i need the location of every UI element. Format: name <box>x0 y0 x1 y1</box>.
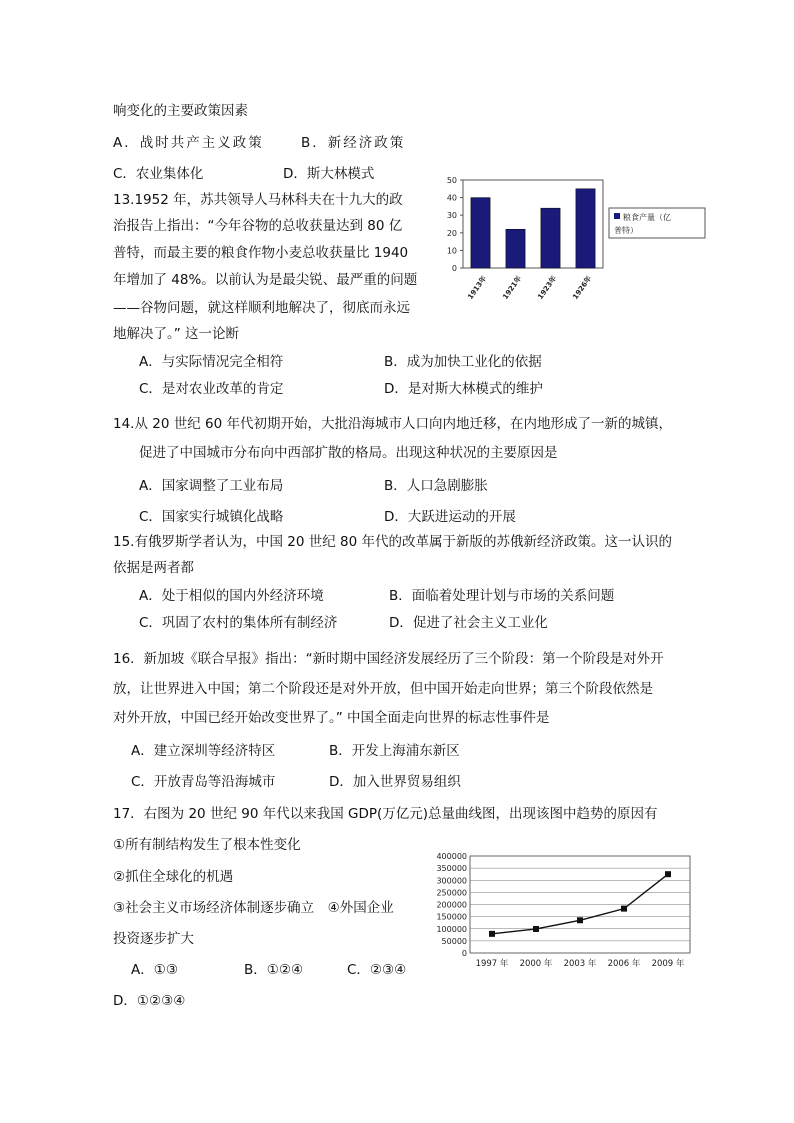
q12-stem-tail: 响变化的主要政策因素 <box>113 103 248 119</box>
q13-option-d: D．是对斯大林模式的维护 <box>384 381 543 397</box>
grain-bar-chart <box>425 172 715 322</box>
gdp-line-chart-svg <box>425 848 700 973</box>
q17-item-2: ②抓住全球化的机遇 <box>113 869 234 885</box>
line-point <box>489 931 495 937</box>
line-y-tick-label: 400000 <box>436 852 467 861</box>
bar-y-tick-label: 20 <box>446 228 457 238</box>
q17-option-c: C．②③④ <box>347 962 407 978</box>
bar-y-tick-label: 50 <box>446 176 457 185</box>
q15-line-2: 依据是两者都 <box>113 560 194 576</box>
line-y-tick-label: 250000 <box>436 888 467 898</box>
line-point <box>577 917 583 923</box>
bar-y-tick-label: 10 <box>446 246 457 256</box>
q13-option-c: C．是对农业改革的肯定 <box>139 381 284 397</box>
q13-option-b: B．成为加快工业化的依据 <box>384 354 542 370</box>
q16-line-1: 16．新加坡《联合早报》指出：“新时期中国经济发展经历了三个阶段：第一个阶段是对外开 <box>113 651 664 667</box>
q14-line-1: 14.从 20 世纪 60 年代初期开始，大批沿海城市人口向内地迁移，在内地形成了一新的城镇， <box>113 416 672 432</box>
q17-item-4-cont: 投资逐步扩大 <box>113 931 194 947</box>
q14-option-d: D．大跃进运动的开展 <box>384 509 516 525</box>
line-y-tick-label: 150000 <box>436 912 467 922</box>
line-point <box>665 871 671 877</box>
q14-option-c: C．国家实行城镇化战略 <box>139 509 284 525</box>
q12-option-d: D．斯大林模式 <box>283 166 375 182</box>
bar-y-tick-label: 30 <box>446 211 457 221</box>
q14-line-2: 促进了中国城市分布向中西部扩散的格局。出现这种状况的主要原因是 <box>139 445 558 461</box>
line-y-tick-label: 350000 <box>436 864 467 874</box>
q14-option-b: B．人口急剧膨胀 <box>384 478 488 494</box>
bar-mark <box>576 189 595 268</box>
line-x-tick-label: 2000 年 <box>519 959 553 969</box>
q17-option-d: D．①②③④ <box>113 993 186 1009</box>
bar-x-tick-label: 1921年 <box>501 274 524 301</box>
q16-line-2: 放，让世界进入中国；第二个阶段还是对外开放，但中国开始走向世界；第三个阶段依然是 <box>113 681 653 697</box>
line-x-tick-label: 2006 年 <box>607 959 641 969</box>
line-y-tick-label: 50000 <box>441 936 467 946</box>
line-y-tick-label: 100000 <box>436 924 467 934</box>
bar-x-tick-label: 1923年 <box>536 274 559 301</box>
q13-line-5: ——谷物问题，就这样顺利地解决了，彻底而永远 <box>113 300 410 316</box>
q15-line-1: 15.有俄罗斯学者认为，中国 20 世纪 80 年代的改革属于新版的苏俄新经济政策。这一认识的 <box>113 534 672 550</box>
q13-line-2: 治报告上指出：“今年谷物的总收获量达到 80 亿 <box>113 218 403 234</box>
q17-item-3-4: ③社会主义市场经济体制逐步确立 ④外国企业 <box>113 900 394 916</box>
q15-option-a: A．处于相似的国内外经济环境 <box>139 588 324 604</box>
q16-line-3: 对外开放，中国已经开始改变世界了。” 中国全面走向世界的标志性事件是 <box>113 710 550 726</box>
bar-mark <box>506 229 525 268</box>
bar-x-tick-label: 1926年 <box>571 274 594 301</box>
q12-option-c: C．农业集体化 <box>113 166 204 182</box>
bar-mark <box>541 208 560 268</box>
bar-legend-label: 粮食产量（亿 <box>623 213 671 222</box>
q13-line-4: 年增加了 48%。以前认为是最尖锐、最严重的问题 <box>113 272 418 288</box>
bar-mark <box>471 198 490 268</box>
bar-y-tick-label: 0 <box>451 264 457 273</box>
q17-option-b: B．①②④ <box>244 962 304 978</box>
grain-bar-chart-svg <box>425 172 715 322</box>
gdp-line-chart <box>425 848 700 973</box>
q14-option-a: A．国家调整了工业布局 <box>139 478 284 494</box>
q17-stem: 17．右图为 20 世纪 90 年代以来我国 GDP(万亿元)总量曲线图，出现该图中趋势的原因有 <box>113 806 658 822</box>
q15-option-b: B．面临着处理计划与市场的关系问题 <box>389 588 615 604</box>
q13-option-a: A．与实际情况完全相符 <box>139 354 284 370</box>
q13-line-3: 普特，而最主要的粮食作物小麦总收获量比 1940 <box>113 245 409 261</box>
q16-option-b: B．开发上海浦东新区 <box>329 743 460 759</box>
q16-option-a: A．建立深圳等经济特区 <box>131 743 276 759</box>
q17-option-a: A．①③ <box>131 962 178 978</box>
q13-line-6: 地解决了。” 这一论断 <box>113 326 240 342</box>
q15-option-c: C．巩固了农村的集体所有制经济 <box>139 615 338 631</box>
line-x-tick-label: 2003 年 <box>563 959 597 969</box>
bar-legend-swatch <box>614 213 620 219</box>
bar-y-tick-label: 40 <box>446 193 457 203</box>
q13-line-1: 13.1952 年，苏共领导人马林科夫在十九大的政 <box>113 192 403 208</box>
line-x-tick-label: 1997 年 <box>475 959 509 969</box>
line-y-tick-label: 200000 <box>436 900 467 910</box>
bar-x-tick-label: 1913年 <box>466 274 489 301</box>
line-point <box>621 906 627 912</box>
q16-option-d: D．加入世界贸易组织 <box>329 774 461 790</box>
q17-item-1: ①所有制结构发生了根本性变化 <box>113 837 301 853</box>
bar-legend-label-cont: 普特） <box>614 226 638 235</box>
q15-option-d: D．促进了社会主义工业化 <box>389 615 548 631</box>
line-x-tick-label: 2009 年 <box>651 959 685 969</box>
line-y-tick-label: 300000 <box>436 876 467 886</box>
q16-option-c: C．开放青岛等沿海城市 <box>131 774 276 790</box>
q12-option-a: A．战时共产主义政策 <box>113 135 264 151</box>
line-y-tick-label: 0 <box>461 949 467 958</box>
q12-option-b: B．新经济政策 <box>301 135 406 151</box>
line-point <box>533 926 539 932</box>
